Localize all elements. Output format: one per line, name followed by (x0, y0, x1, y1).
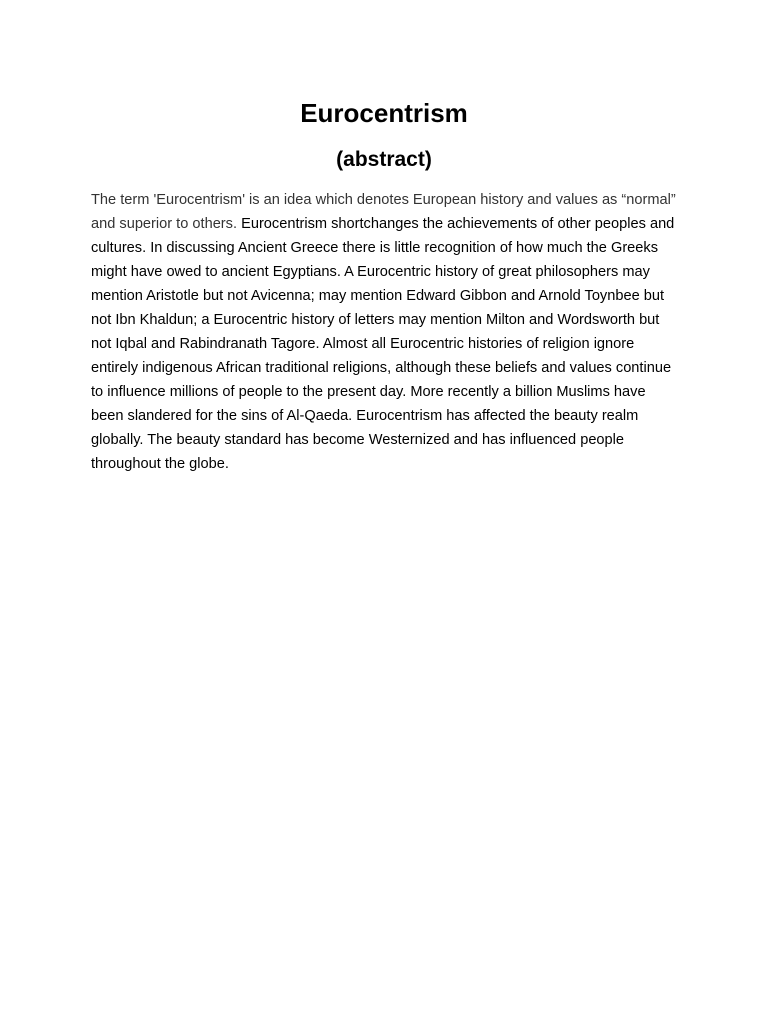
abstract-body-text: Eurocentrism shortchanges the achievements of other peoples and cultures. In discussing Ancient Greece there is little recognition of how much the Greeks might have owed to ancient Egyptians. A Eurocentric history of great philosophers may mention Aristotle but not Avicenna; may mention Edward Gibbon and Arnold Toynbee but not Ibn Khaldun; a Eurocentric history of letters may mention Milton and Wordsworth but not Iqbal and Rabindranath Tagore. Almost all Eurocentric histories of religion ignore entirely indigenous African traditional religions, although these beliefs and values continue to influence millions of people to the present day. More recently a billion Muslims have been slandered for the sins of Al-Qaeda. Eurocentrism has affected the beauty realm globally. The beauty standard has become Westernized and has influenced people throughout the globe. (91, 216, 675, 472)
page-title: Eurocentrism (300, 98, 468, 128)
abstract-lead-sentence: The term 'Eurocentrism' is an idea which denotes European history and values as “normal” and superior to others. (91, 192, 676, 232)
abstract-paragraph (91, 188, 681, 476)
page-subtitle: (abstract) (336, 148, 432, 171)
